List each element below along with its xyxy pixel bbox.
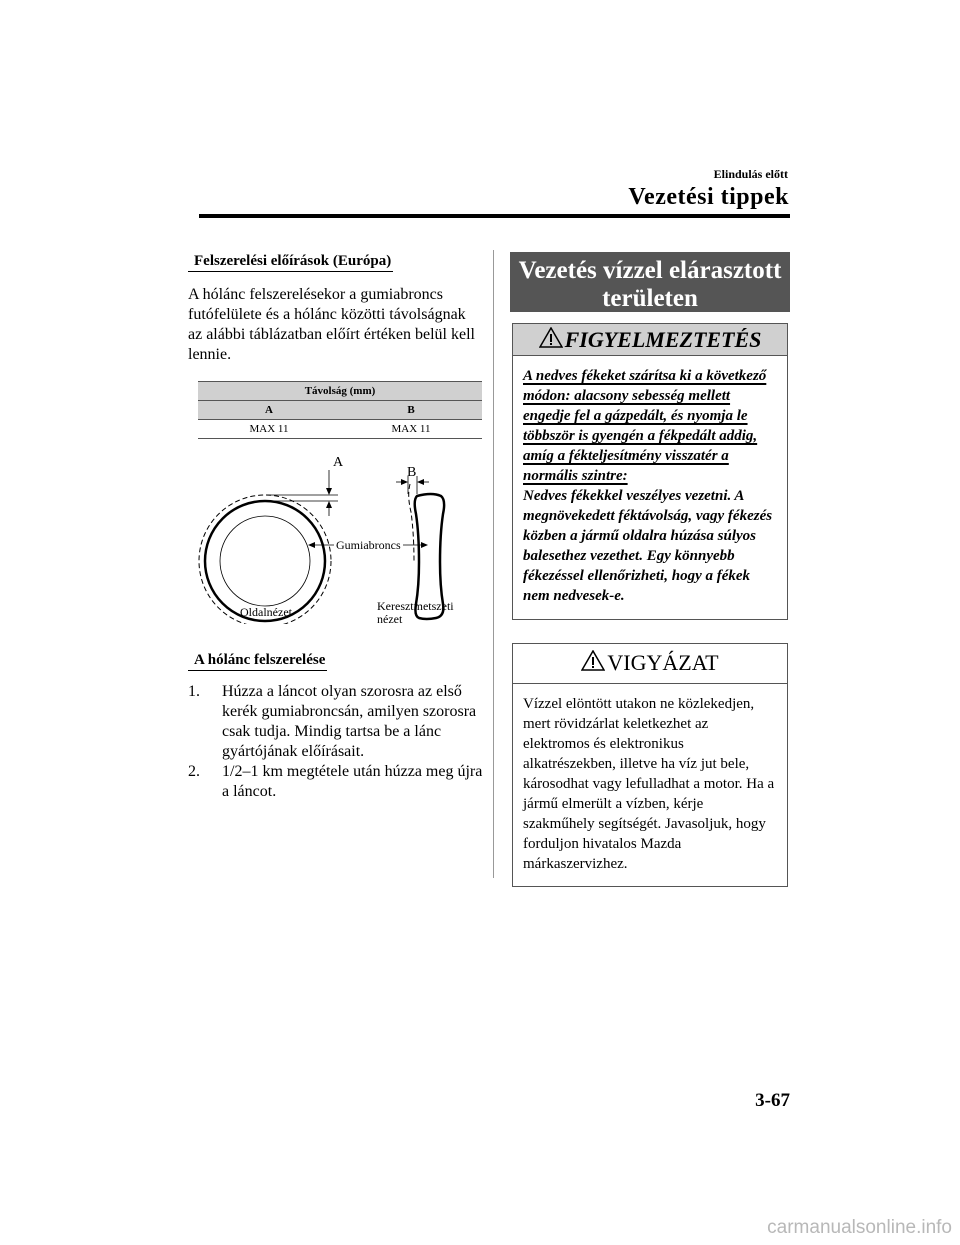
warning-box	[512, 323, 788, 620]
mount-steps	[188, 682, 488, 802]
step-text: 1/2–1 km megtétele után húzza meg újra a láncot.	[222, 763, 483, 800]
column-divider	[493, 250, 494, 878]
table-header-a: A	[198, 401, 340, 420]
label-a: A	[333, 455, 344, 470]
list-item	[188, 762, 488, 802]
label-b: B	[407, 465, 417, 480]
page-number: 3-67	[755, 1090, 790, 1111]
header-rule	[199, 214, 790, 218]
flood-title: Vezetés vízzel elárasztott területen	[510, 252, 790, 312]
step-number: 2.	[188, 763, 200, 780]
warning-triangle-icon	[539, 327, 563, 348]
spec-intro: A hólánc felszerelésekor a gumiabroncs futófelülete és a hólánc közötti távolságnak az alábbi táblázatban előírt értéken belül kell lennie.	[188, 286, 475, 363]
label-tire: Gumiabroncs	[336, 538, 401, 552]
warning-instruction: A nedves fékeket szárítsa ki a következő módon: alacsony sebesség mellett engedje fel a gázpedált, és nyomja le többször is gyengén a fékpedált addig, amíg a fékteljesítmény visszatér a normális szintre:	[523, 368, 767, 484]
label-side-view: Oldalnézet	[240, 605, 292, 619]
table-title: Távolság (mm)	[198, 382, 482, 401]
chapter-title: Vezetési tippek	[628, 184, 789, 210]
label-cross-section: Keresztmetszeti nézet	[377, 599, 454, 626]
warning-text: Nedves fékekkel veszélyes vezetni. A megnövekedett féktávolság, vagy fékezés közben a jármű oldalra húzása súlyos balesethez vezethet. Egy könnyebb fékezéssel ellenőrizheti, hogy a fékek nem nedvesek-e.	[523, 488, 773, 604]
watermark: carmanualsonline.info	[767, 1217, 952, 1238]
caution-heading-row	[513, 644, 787, 684]
list-item	[188, 682, 488, 762]
step-number: 1.	[188, 683, 200, 700]
mount-subheading: A hólánc felszerelése	[188, 652, 327, 671]
step-text: Húzza a láncot olyan szorosra az első kerék gumiabroncsán, amilyen szorosra csak tudja. Mindig tartsa be a lánc gyártójának előírásait.	[222, 683, 477, 760]
warning-heading: FIGYELMEZTETÉS	[564, 327, 762, 352]
table-header-b: B	[340, 401, 482, 420]
right-column	[510, 252, 790, 887]
caution-box	[512, 643, 788, 887]
caution-heading: VIGYÁZAT	[607, 650, 719, 675]
left-column	[188, 252, 483, 800]
distance-table	[198, 381, 482, 439]
caution-body: Vízzel elöntött utakon ne közlekedjen, mert rövidzárlat keletkezhet az elektromos és elektronikus alkatrészekben, illetve ha víz jut bele, károsodhat vagy lefulladhat a motor. Ha a jármű elmerült a vízben, kérje szakműhely segítségét. Javasoljuk, hogy forduljon hivatalos Mazda márkaszervizhez.	[523, 696, 775, 872]
spec-subheading: Felszerelési előírások (Európa)	[188, 253, 393, 272]
tire-chain-diagram	[188, 434, 478, 624]
table-value-a: MAX 11	[198, 420, 340, 439]
table-value-b: MAX 11	[340, 420, 482, 439]
warning-heading-row	[513, 324, 787, 356]
section-label: Elindulás előtt	[713, 167, 788, 181]
caution-triangle-icon	[581, 650, 605, 671]
warning-body	[513, 356, 787, 619]
